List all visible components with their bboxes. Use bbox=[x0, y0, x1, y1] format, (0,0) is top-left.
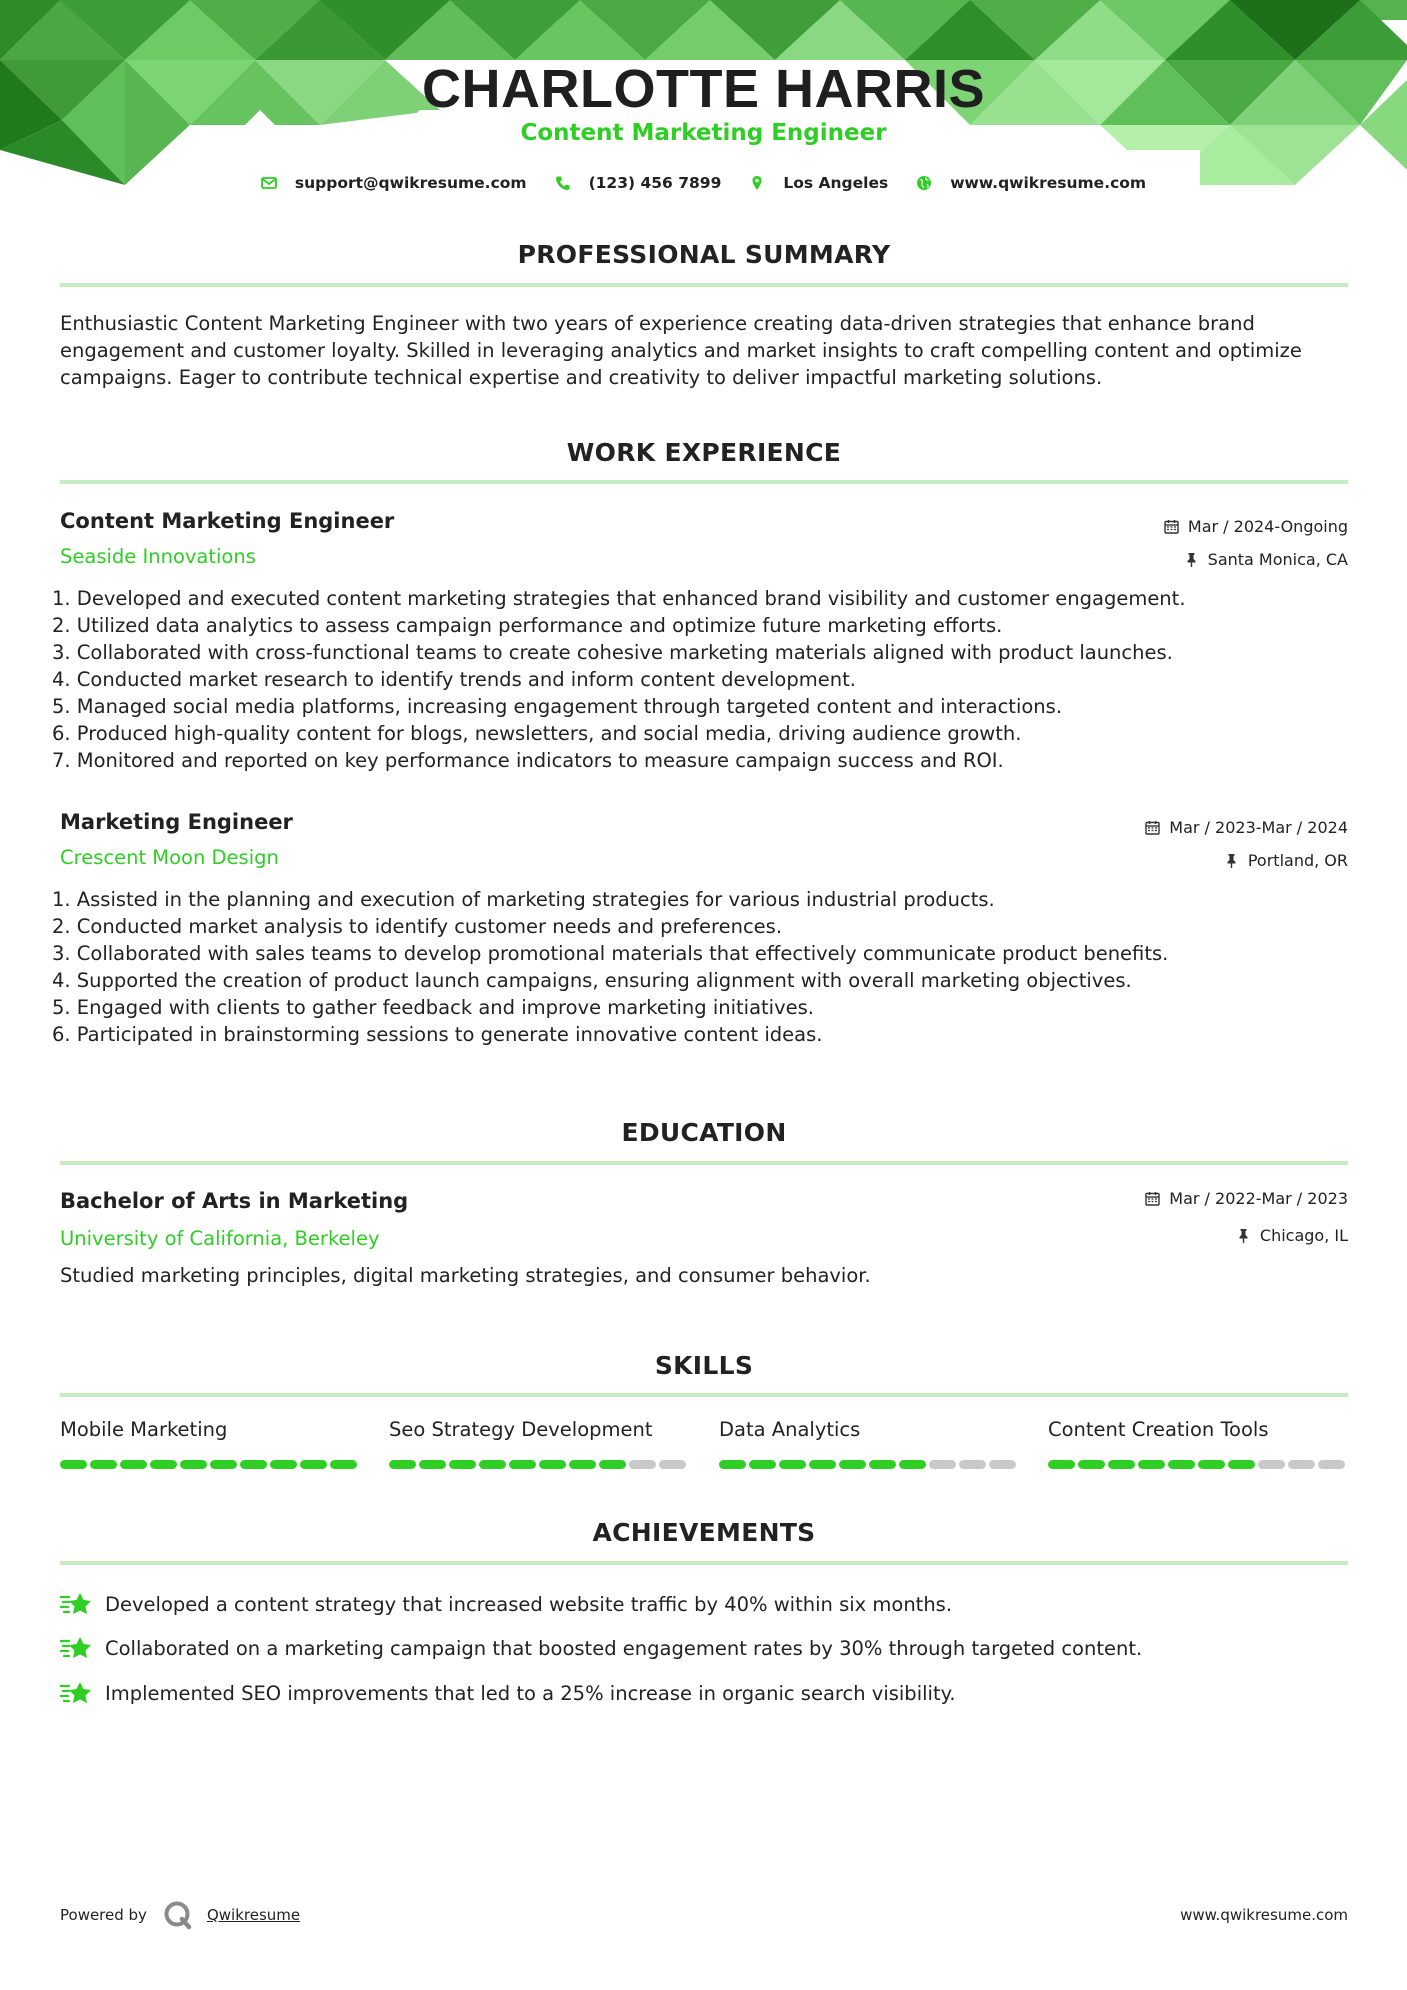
skill-segment-filled bbox=[839, 1460, 866, 1469]
achievements-divider bbox=[60, 1561, 1348, 1565]
job-company: Seaside Innovations bbox=[60, 545, 256, 568]
list-item: 4. Conducted market research to identify trends and inform content development. bbox=[52, 668, 856, 691]
list-item: 7. Monitored and reported on key performance indicators to measure campaign success and ROI. bbox=[52, 749, 1004, 772]
job-bullets bbox=[52, 585, 1352, 774]
skill-level-bar bbox=[1048, 1460, 1348, 1469]
job-company: Crescent Moon Design bbox=[60, 846, 279, 869]
list-item: 5. Engaged with clients to gather feedback and improve marketing initiatives. bbox=[52, 996, 814, 1019]
summary-divider bbox=[60, 283, 1348, 287]
contact-location bbox=[749, 174, 888, 192]
skill-name: Seo Strategy Development bbox=[389, 1418, 653, 1441]
candidate-role: Content Marketing Engineer bbox=[520, 120, 887, 146]
achievement-text: Implemented SEO improvements that led to a 25% increase in organic search visibility. bbox=[105, 1681, 956, 1705]
skill-segment-empty bbox=[989, 1460, 1016, 1469]
summary-text: Enthusiastic Content Marketing Engineer with two years of experience creating data-driven strategies that enhance brand engagement and customer loyalty. Skilled in leveraging analytics and market insights to craft compelling content and optimize campaigns. Eager to contribute technical expertise and creativity to deliver impactful marketing solutions. bbox=[60, 312, 1302, 389]
skill-segment-filled bbox=[419, 1460, 446, 1469]
calendar-icon bbox=[1164, 519, 1179, 534]
phone-icon bbox=[555, 175, 571, 191]
list-item: 2. Conducted market analysis to identify customer needs and preferences. bbox=[52, 915, 783, 938]
job-bullets bbox=[52, 886, 1352, 1048]
calendar-icon bbox=[1145, 1191, 1160, 1206]
skill-segment-filled bbox=[1228, 1460, 1255, 1469]
skill-segment-filled bbox=[449, 1460, 476, 1469]
list-item: 3. Collaborated with sales teams to develop promotional materials that effectively communicate product benefits. bbox=[52, 942, 1169, 965]
skill-segment-filled bbox=[1108, 1460, 1135, 1469]
achievement-item bbox=[60, 1634, 1348, 1662]
skill-segment-empty bbox=[959, 1460, 986, 1469]
skill-segment-filled bbox=[270, 1460, 297, 1469]
education-dates bbox=[1145, 1189, 1348, 1208]
pushpin-icon bbox=[1236, 1228, 1251, 1243]
skill-level-bar bbox=[60, 1460, 360, 1469]
job-dates bbox=[1164, 517, 1348, 536]
job-location bbox=[1184, 550, 1348, 569]
education-location-text: Chicago, IL bbox=[1259, 1226, 1348, 1245]
achievement-text: Developed a content strategy that increased website traffic by 40% within six months. bbox=[105, 1592, 953, 1616]
skill-segment-filled bbox=[150, 1460, 177, 1469]
education-heading: EDUCATION bbox=[621, 1118, 787, 1147]
job-dates bbox=[1145, 818, 1348, 837]
skill-item bbox=[1048, 1418, 1348, 1469]
skill-segment-filled bbox=[749, 1460, 776, 1469]
contact-phone-text: (123) 456 7899 bbox=[588, 174, 722, 192]
list-item: 6. Produced high-quality content for blogs, newsletters, and social media, driving audience growth. bbox=[52, 722, 1022, 745]
experience-divider bbox=[60, 480, 1348, 484]
pushpin-icon bbox=[1184, 552, 1199, 567]
contact-website[interactable] bbox=[916, 174, 1146, 192]
star-icon bbox=[60, 1590, 92, 1618]
qwikresume-logo-icon bbox=[163, 1900, 193, 1930]
skill-item bbox=[389, 1418, 689, 1469]
job-location bbox=[1224, 851, 1348, 870]
skills-divider bbox=[60, 1393, 1348, 1397]
calendar-icon bbox=[1145, 820, 1160, 835]
education-school: University of California, Berkeley bbox=[60, 1227, 380, 1250]
list-item: 1. Developed and executed content marketing strategies that enhanced brand visibility and customer engagement. bbox=[52, 587, 1186, 610]
contact-bar bbox=[0, 174, 1407, 192]
skill-name: Data Analytics bbox=[719, 1418, 861, 1441]
footer-powered-by bbox=[60, 1900, 300, 1930]
skill-segment-filled bbox=[569, 1460, 596, 1469]
education-description: Studied marketing principles, digital marketing strategies, and consumer behavior. bbox=[60, 1264, 871, 1287]
education-degree: Bachelor of Arts in Marketing bbox=[60, 1189, 409, 1213]
skill-segment-empty bbox=[1318, 1460, 1345, 1469]
list-item: 4. Supported the creation of product launch campaigns, ensuring alignment with overall marketing objectives. bbox=[52, 969, 1132, 992]
education-divider bbox=[60, 1161, 1348, 1165]
skill-level-bar bbox=[389, 1460, 689, 1469]
powered-by-label: Powered by bbox=[60, 1906, 147, 1924]
contact-phone[interactable] bbox=[555, 174, 722, 192]
skill-name: Content Creation Tools bbox=[1048, 1418, 1269, 1441]
skill-segment-empty bbox=[929, 1460, 956, 1469]
skill-segment-empty bbox=[1288, 1460, 1315, 1469]
list-item: 2. Utilized data analytics to assess campaign performance and optimize future marketing efforts. bbox=[52, 614, 1003, 637]
job-title: Content Marketing Engineer bbox=[60, 509, 395, 533]
globe-icon bbox=[916, 175, 932, 191]
list-item: 1. Assisted in the planning and execution of marketing strategies for various industrial products. bbox=[52, 888, 995, 911]
list-item: 6. Participated in brainstorming sessions to generate innovative content ideas. bbox=[52, 1023, 823, 1046]
skill-segment-filled bbox=[599, 1460, 626, 1469]
skill-segment-filled bbox=[1048, 1460, 1075, 1469]
achievement-item bbox=[60, 1679, 1348, 1707]
candidate-name: CHARLOTTE HARRIS bbox=[422, 59, 985, 119]
skill-segment-empty bbox=[629, 1460, 656, 1469]
contact-website-text: www.qwikresume.com bbox=[950, 174, 1147, 192]
skill-segment-filled bbox=[779, 1460, 806, 1469]
skill-segment-empty bbox=[1258, 1460, 1285, 1469]
envelope-icon bbox=[261, 175, 277, 191]
achievement-text: Collaborated on a marketing campaign that boosted engagement rates by 30% through targeted content. bbox=[105, 1636, 1143, 1660]
education-dates-text: Mar / 2022-Mar / 2023 bbox=[1169, 1189, 1348, 1208]
job-location-text: Santa Monica, CA bbox=[1207, 550, 1348, 569]
skill-level-bar bbox=[719, 1460, 1019, 1469]
skill-segment-empty bbox=[659, 1460, 686, 1469]
footer-website[interactable]: www.qwikresume.com bbox=[1180, 1906, 1348, 1924]
skill-segment-filled bbox=[1138, 1460, 1165, 1469]
map-pin-icon bbox=[749, 175, 765, 191]
skill-segment-filled bbox=[719, 1460, 746, 1469]
contact-email[interactable] bbox=[261, 174, 527, 192]
skill-segment-filled bbox=[869, 1460, 896, 1469]
skill-segment-filled bbox=[389, 1460, 416, 1469]
skill-segment-filled bbox=[479, 1460, 506, 1469]
skill-segment-filled bbox=[300, 1460, 327, 1469]
skill-segment-filled bbox=[60, 1460, 87, 1469]
job-dates-text: Mar / 2024-Ongoing bbox=[1187, 517, 1348, 536]
list-item: 3. Collaborated with cross-functional teams to create cohesive marketing materials aligned with product launches. bbox=[52, 641, 1173, 664]
pushpin-icon bbox=[1224, 853, 1239, 868]
skill-name: Mobile Marketing bbox=[60, 1418, 228, 1441]
skill-item bbox=[719, 1418, 1019, 1469]
star-icon bbox=[60, 1634, 92, 1662]
skill-segment-filled bbox=[210, 1460, 237, 1469]
contact-location-text: Los Angeles bbox=[783, 174, 889, 192]
skill-segment-filled bbox=[509, 1460, 536, 1469]
skill-segment-filled bbox=[240, 1460, 267, 1469]
achievement-item bbox=[60, 1590, 1348, 1618]
job-location-text: Portland, OR bbox=[1247, 851, 1348, 870]
skill-segment-filled bbox=[899, 1460, 926, 1469]
summary-heading: PROFESSIONAL SUMMARY bbox=[517, 240, 891, 269]
star-icon bbox=[60, 1679, 92, 1707]
skill-item bbox=[60, 1418, 360, 1469]
experience-heading: WORK EXPERIENCE bbox=[566, 438, 842, 467]
contact-email-text: support@qwikresume.com bbox=[294, 174, 527, 192]
achievements-heading: ACHIEVEMENTS bbox=[592, 1518, 816, 1547]
qwikresume-link[interactable]: Qwikresume bbox=[206, 1906, 301, 1924]
job-title: Marketing Engineer bbox=[60, 810, 293, 834]
skill-segment-filled bbox=[1078, 1460, 1105, 1469]
education-location bbox=[1236, 1226, 1348, 1245]
skill-segment-filled bbox=[180, 1460, 207, 1469]
skill-segment-filled bbox=[120, 1460, 147, 1469]
skill-segment-filled bbox=[90, 1460, 117, 1469]
skill-segment-filled bbox=[1168, 1460, 1195, 1469]
skill-segment-filled bbox=[809, 1460, 836, 1469]
skills-heading: SKILLS bbox=[654, 1351, 754, 1380]
skill-segment-filled bbox=[539, 1460, 566, 1469]
list-item: 5. Managed social media platforms, increasing engagement through targeted content and interactions. bbox=[52, 695, 1063, 718]
skill-segment-filled bbox=[1198, 1460, 1225, 1469]
job-dates-text: Mar / 2023-Mar / 2024 bbox=[1169, 818, 1348, 837]
skill-segment-filled bbox=[330, 1460, 357, 1469]
